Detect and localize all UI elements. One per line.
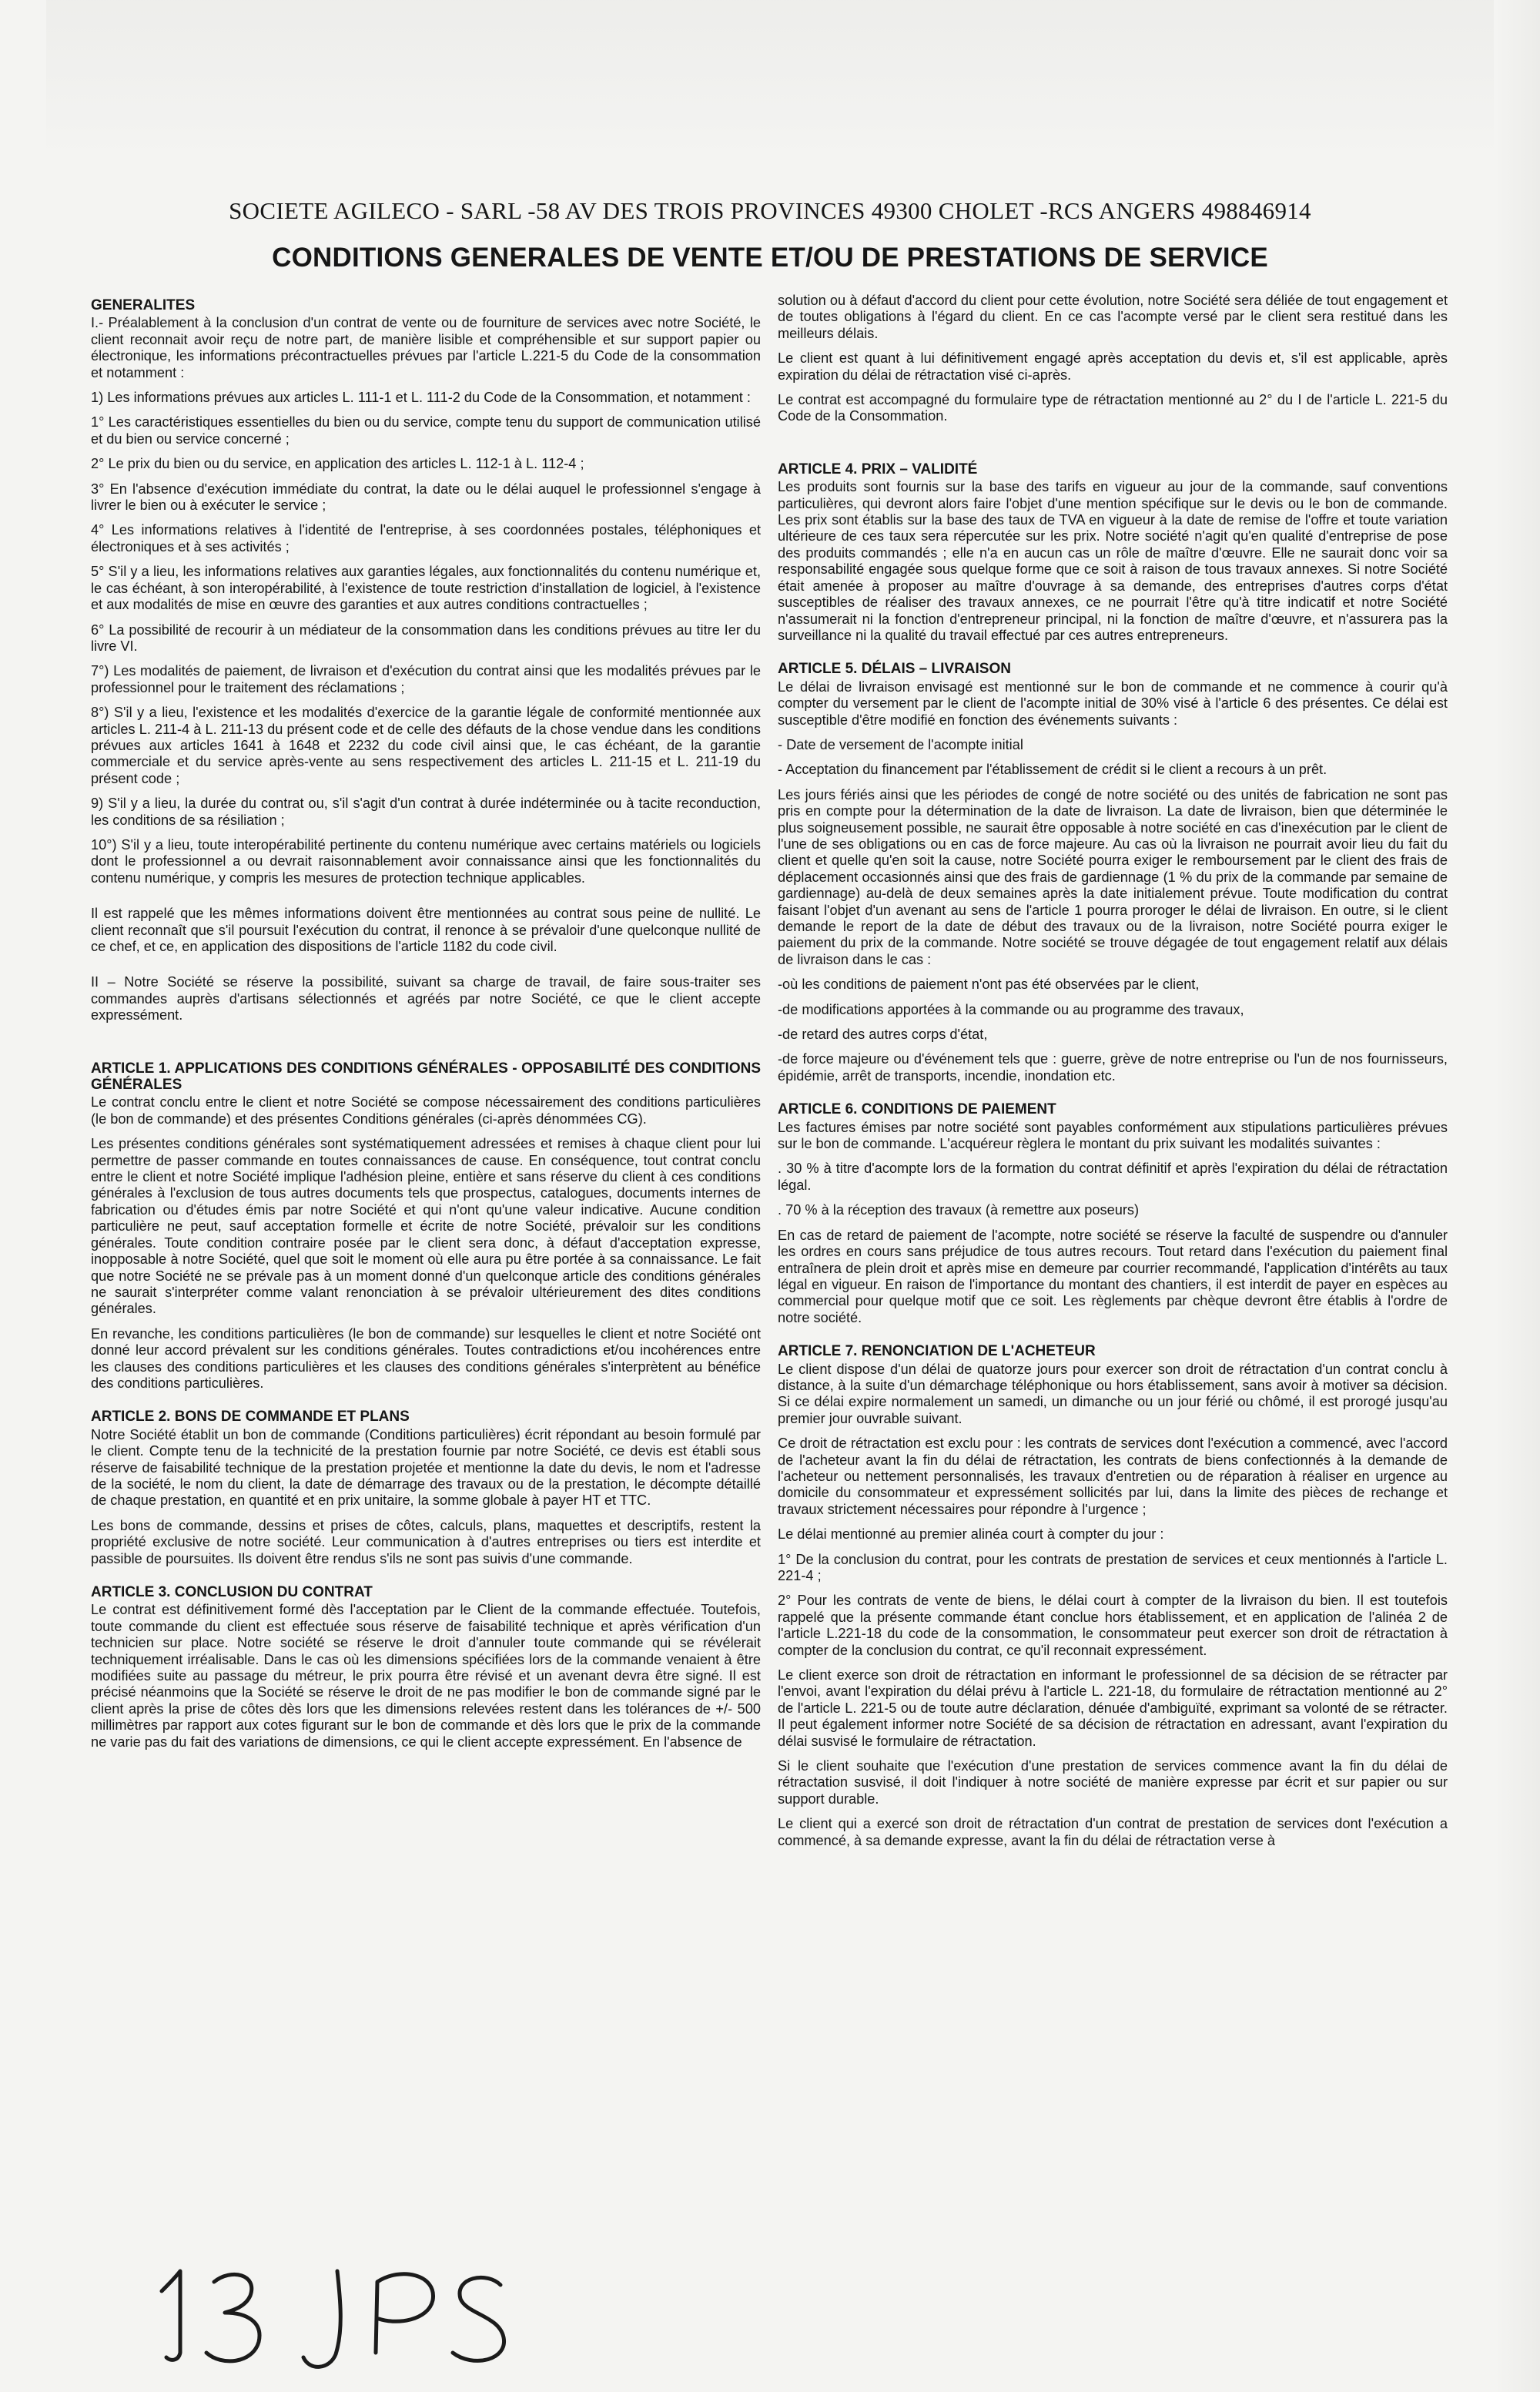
list-item: -de retard des autres corps d'état, — [778, 1027, 988, 1043]
document-title: CONDITIONS GENERALES DE VENTE ET/OU DE PRESTATIONS DE SERVICE — [272, 243, 1268, 273]
article-1-heading: ARTICLE 1. APPLICATIONS DES CONDITIONS GÉNÉRALES - OPPOSABILITÉ DES CONDITIONS GÉNÉRALES — [91, 1060, 761, 1094]
paragraph: Le client exerce son droit de rétractation en informant le professionnel de sa décision de se rétracter par l'envoi, avant l'expiration du délai prévu à l'article L. 221-18, du formulaire de rétractation mentionné au 2° de l'article L. 221-5 ou de toute autre déclaration, dénuée d'ambiguïté, exprimant sa volonté de se rétracter. Il peut également informer notre Société de sa décision de rétractation en adressant, avant l'expiration du délai susvisé le formulaire de rétractation. — [778, 1667, 1448, 1749]
left-column — [91, 293, 761, 2218]
list-item: -de modifications apportées à la commande ou au programme des travaux, — [778, 1001, 1244, 1017]
paragraph: En cas de retard de paiement de l'acompte, notre société se réserve la faculté de suspendre ou d'annuler les ordres en cours sans préjudice de tous autres recours. Tout retard dans l'exécution du paiement final entraînera de plein droit et après mise en demeure par courrier recommandé, l'application d'intérêts au taux légal en vigueur. En raison de l'importance du montant des chantiers, il est interdit de payer en espèces au commercial pour quelque motif que ce soit. Les règlements par chèque devront être établis à l'ordre de notre société. — [778, 1227, 1448, 1325]
scan-edge-shadow — [1494, 0, 1540, 2392]
paragraph: Les présentes conditions générales sont systématiquement adressées et remises à chaque client pour lui permettre de passer commande en toutes connaissances de cause. En conséquence, tout contrat conclu entre le client et notre Société implique l'adhésion pleine, entière et sans réserve du client à ces conditions générales à l'exclusion de tous autres documents tels que prospectus, catalogues, documents internes de fabrication ou d'études émis par notre Société et qui n'ont qu'une valeur indicative. Aucune condition particulière ne peut, sauf acceptation formelle et écrite de notre Société, prévaloir sur les conditions générales. Toute condition contraire posée par le client sera donc, à défaut d'acceptation expresse, inopposable à notre Société, quel que soit le moment où elle aura pu être portée à sa connaissance. Le fait que notre Société ne se prévale pas à un moment donné d'un quelconque article des conditions générales ne saurait s'interpréter comme valant renonciation à se prévaloir ultérieurement des dites conditions générales. — [91, 1136, 761, 1317]
article-6-heading: ARTICLE 6. CONDITIONS DE PAIEMENT — [778, 1101, 1056, 1118]
paragraph: II – Notre Société se réserve la possibilité, suivant sa charge de travail, de faire sous-traiter ses commandes auprès d'artisans sélectionnés et agréés par notre Société, ce que le client accepte expressément. — [91, 974, 761, 1023]
article-2-heading: ARTICLE 2. BONS DE COMMANDE ET PLANS — [91, 1409, 410, 1425]
list-item: . 30 % à titre d'acompte lors de la formation du contrat définitif et après l'expiration du délai de rétractation légal. — [778, 1161, 1448, 1193]
right-column — [778, 293, 1448, 2218]
list-item: 9) S'il y a lieu, la durée du contrat ou, s'il s'agit d'un contrat à durée indéterminée ou à tacite reconduction, les conditions de sa résiliation ; — [91, 796, 761, 828]
paragraph: Les bons de commande, dessins et prises de côtes, calculs, plans, maquettes et descriptifs, restent la propriété exclusive de notre société. Leur communication à d'autres entreprises ou tiers est interdite et passible de poursuites. Ils doivent être rendus s'ils ne sont pas suivis d'une commande. — [91, 1517, 761, 1566]
list-item: - Date de versement de l'acompte initial — [778, 736, 1023, 752]
list-item: 3° En l'absence d'exécution immédiate du contrat, la date ou le délai auquel le professionnel s'engage à livrer le bien ou à exécuter le service ; — [91, 481, 761, 514]
paragraph: Le contrat est accompagné du formulaire type de rétractation mentionné au 2° du I de l'article L. 221-5 du Code de la Consommation. — [778, 392, 1448, 424]
article-4-heading: ARTICLE 4. PRIX – VALIDITÉ — [778, 461, 978, 477]
list-item: 2° Pour les contrats de vente de biens, le délai court à compter de la livraison du bien. Il est toutefois rappelé que la présente commande étant conclue hors établissement, et en application de l'alinéa 2 de l'article L.221-18 du code de la consommation, le consommateur peut exercer son droit de rétractation à compter de la conclusion du contrat, ce qu'il reconnait expressément. — [778, 1593, 1448, 1658]
paragraph: Les jours fériés ainsi que les périodes de congé de notre société ou des unités de fabrication ne sont pas pris en compte pour la détermination de la date de livraison. La date de livraison, bien que déterminée le plus soigneusement possible, ne saurait être opposable à notre société en cas d'inexécution par le client de l'une de ses obligations ou en cas de force majeure. Au cas où la livraison ne pourrait avoir lieu du fait du client et quelle qu'en soit la cause, notre Société pourra exiger le remboursement par le client des frais de déplacement occasionnés ainsi que des frais de gardiennage (1 % du prix de la commande par semaine de gardiennage) au-delà de deux semaines après la date initialement prévue. Toute modification du contrat faisant l'objet d'un avenant au sens de l'article 1 pourra proroger le délai de livraison. En outre, si le client demande le report de la date de début des travaux ou de la livraison, notre Société pourra exiger le paiement du prix de la commande. Notre société se trouve dégagée de tout engagement relatif aux délais de livraison dans le cas : — [778, 786, 1448, 967]
paragraph: Le client dispose d'un délai de quatorze jours pour exercer son droit de rétractation d'un contrat conclu à distance, à la suite d'un démarchage téléphonique ou hors établissement, sans avoir à motiver sa décision. Si ce délai expire normalement un samedi, un dimanche ou un jour férié ou chômé, il est prorogé jusqu'au premier jour ouvrable suivant. — [778, 1361, 1448, 1426]
article-3-heading: ARTICLE 3. CONCLUSION DU CONTRAT — [91, 1584, 373, 1600]
list-item: - Acceptation du financement par l'établissement de crédit si le client a recours à un prêt. — [778, 762, 1327, 778]
paragraph: Le délai mentionné au premier alinéa court à compter du jour : — [778, 1526, 1164, 1543]
list-item: 2° Le prix du bien ou du service, en application des articles L. 112-1 à L. 112-4 ; — [91, 456, 584, 472]
list-item: 5° S'il y a lieu, les informations relatives aux garanties légales, aux fonctionnalités du contenu numérique et, le cas échéant, à son interopérabilité, à l'existence de toute restriction d'installation de logiciel, à l'existence et aux modalités de mise en œuvre des garanties et aux autres conditions contractuelles ; — [91, 564, 761, 613]
paragraph: Si le client souhaite que l'exécution d'une prestation de services commence avant la fin du délai de rétractation susvisé, il doit l'indiquer à notre société de manière expresse par écrit et sur papier ou sur support durable. — [778, 1758, 1448, 1807]
list-item: 4° Les informations relatives à l'identité de l'entreprise, à ses coordonnées postales, téléphoniques et électroniques et à ses activités ; — [91, 522, 761, 554]
company-header: SOCIETE AGILECO - SARL -58 AV DES TROIS PROVINCES 49300 CHOLET -RCS ANGERS 498846914 — [229, 197, 1311, 224]
paragraph: solution ou à défaut d'accord du client pour cette évolution, notre Société sera déliée de tout engagement et de toutes obligations à l'égard du client. En ce cas l'acompte versé par le client sera restitué dans les meilleurs délais. — [778, 293, 1448, 341]
faded-show-through — [46, 0, 1494, 162]
paragraph: I.- Préalablement à la conclusion d'un contrat de vente ou de fourniture de services avec notre Société, le client reconnait avoir reçu de notre part, de manière lisible et compréhensible et sur support papier ou électronique, les informations précontractuelles prévues par l'article L.221-5 du Code de la consommation et notamment : — [91, 315, 761, 380]
section-heading-generalites: GENERALITES — [91, 297, 196, 313]
paragraph: Ce droit de rétractation est exclu pour : les contrats de services dont l'exécution a commencé, avec l'accord de l'acheteur avant la fin du délai de rétractation, les contrats de biens confectionnés à la demande de l'acheteur ou nettement personnalisés, les travaux d'entretien ou de réparation à réaliser en urgence au domicile du consommateur et expressément sollicités par lui, dans la limite des pièces de rechange et travaux strictement nécessaires pour répondre à l'urgence ; — [778, 1436, 1448, 1517]
paragraph: Le client est quant à lui définitivement engagé après acceptation du devis et, s'il est applicable, après expiration du délai de rétractation visé ci-après. — [778, 350, 1448, 383]
paragraph: Le client qui a exercé son droit de rétractation d'un contrat de prestation de services dont l'exécution a commencé, à sa demande expresse, avant la fin du délai de rétractation verse à — [778, 1816, 1448, 1848]
list-item: 10°) S'il y a lieu, toute interopérabilité pertinente du contenu numérique avec certains matériels ou logiciels dont le professionnel a ou devrait raisonnablement avoir connaissance ainsi que les fonctionnalités du contenu numérique, y compris les mesures de protection technique applicables. — [91, 836, 761, 886]
list-item: 1) Les informations prévues aux articles L. 111-1 et L. 111-2 du Code de la Consommation, et notamment : — [91, 390, 751, 406]
paragraph: Le contrat conclu entre le client et notre Société se compose nécessairement des conditions particulières (le bon de commande) et des présentes Conditions générales (ci-après dénommées CG). — [91, 1094, 761, 1127]
list-item: -où les conditions de paiement n'ont pas été observées par le client, — [778, 977, 1200, 993]
paragraph: Il est rappelé que les mêmes informations doivent être mentionnées au contrat sous peine de nullité. Le client reconnaît que s'il poursuit l'exécution du contrat, il renonce à se prévaloir d'une quelconque nullité de ce chef, et ce, en application des dispositions de l'article 1182 du code civil. — [91, 906, 761, 954]
list-item: 7°) Les modalités de paiement, de livraison et d'exécution du contrat ainsi que les modalités prévues par le professionnel pour le traitement des réclamations ; — [91, 663, 761, 695]
paragraph: Le contrat est définitivement formé dès l'acceptation par le Client de la commande effectuée. Toutefois, toute commande du client est effectuée sous réserve de faisabilité technique et après vérification d'un technicien sur place. Notre société se réserve le droit d'annuler toute commande qui se révélerait techniquement irréalisable. Dans le cas où les dimensions spécifiées lors de la commande venaient à être modifiées suite au passage du métreur, le prix pourra être révisé et un avenant devra être signé. Il est précisé néanmoins que la Société se réserve le droit de ne pas modifier le bon de commande signé par le client après la prise de côtes dès lors que les dimensions relevées restent dans les tolérances de +/- 500 millimètres par rapport aux cotes figurant sur le bon de commande et dès lors que le prix de la commande ne varie pas du fait des variations de dimensions, ce qui le client accepte expressément. En l'absence de — [91, 1602, 761, 1750]
list-item: -de force majeure ou d'événement tels que : guerre, grève de notre entreprise ou l'un de nos fournisseurs, épidémie, arrêt de transports, incendie, inondation etc. — [778, 1051, 1448, 1084]
article-7-heading: ARTICLE 7. RENONCIATION DE L'ACHETEUR — [778, 1343, 1096, 1360]
handwritten-initials — [131, 2237, 562, 2384]
paragraph: Les factures émises par notre société sont payables conformément aux stipulations particulières prévues sur le bon de commande. L'acquéreur règlera le montant du prix suivant les modalités suivantes : — [778, 1119, 1448, 1152]
paragraph: En revanche, les conditions particulières (le bon de commande) sur lesquelles le client et notre Société ont donné leur accord prévalent sur les conditions générales. Toutes contradictions et/ou incohérences entre les clauses des conditions particulières et les clauses des conditions générales s'interprètent au bénéfice des conditions particulières. — [91, 1325, 761, 1391]
list-item: 6° La possibilité de recourir à un médiateur de la consommation dans les conditions prévues au titre Ier du livre VI. — [91, 621, 761, 654]
article-5-heading: ARTICLE 5. DÉLAIS – LIVRAISON — [778, 661, 1011, 678]
list-item: 1° De la conclusion du contrat, pour les contrats de prestation de services et ceux mentionnés à l'article L. 221-4 ; — [778, 1551, 1448, 1583]
paragraph: Les produits sont fournis sur la base des tarifs en vigueur au jour de la commande, sauf conventions particulières, qui devront alors faire l'objet d'une mention spécifique sur le devis ou le bon de commande. Les prix sont établis sur la base des taux de TVA en vigueur à la date de remise de l'offre et toute variation ultérieure de ces taux sera répercutée sur les prix. Notre société n'agit qu'en qualité d'entreprise de pose des produits commandés ; elle n'a en aucun cas un rôle de maître d'œuvre. Elle ne saurait donc voir sa responsabilité engagée sous quelque forme que ce soit à raison de tous travaux annexes. Si notre Société était amenée à proposer au maître d'ouvrage à sa demande, des entreprises d'autres corps d'état susceptibles de réaliser des travaux annexes, ce ne pourrait l'être qu'à titre indicatif et notre Société n'assumerait ni la fonction d'entrepreneur principal, ni la fonction de maître d'œuvre, et n'assurera pas la surveillance ni la qualité du travail effectué par ces autres entrepreneurs. — [778, 479, 1448, 643]
list-item: 1° Les caractéristiques essentielles du bien ou du service, compte tenu du support de communication utilisé et du bien ou service concerné ; — [91, 414, 761, 447]
list-item: . 70 % à la réception des travaux (à remettre aux poseurs) — [778, 1202, 1140, 1218]
paragraph: Notre Société établit un bon de commande (Conditions particulières) écrit répondant au besoin formulé par le client. Compte tenu de la technicité de la prestation fournie par notre Société, ce devis est établi sous réserve de faisabilité technique de la prestation projetée et mentionne la date du devis, le nom et l'adresse de la société, le nom du client, la date de démarrage des travaux ou de la prestation, le décompte détaillé de chaque prestation, en quantité et en prix unitaire, la somme globale à payer HT et TTC. — [91, 1426, 761, 1509]
paragraph: Le délai de livraison envisagé est mentionné sur le bon de commande et ne commence à courir qu'à compter du versement par le client de l'acompte initial de 30% visé à l'article 6 des présentes. Ce délai est susceptible d'être modifié en fonction des événements suivants : — [778, 678, 1448, 728]
list-item: 8°) S'il y a lieu, l'existence et les modalités d'exercice de la garantie légale de conformité mentionnée aux articles L. 211-4 à L. 211-13 du présent code et de celle des défauts de la chose vendue dans les conditions prévues aux articles 1641 à 1648 et 2232 du code civil ainsi que, le cas échéant, de la garantie commerciale et du service après-vente au sens respectivement des articles L. 211-15 et L. 211-19 du présent code ; — [91, 705, 761, 786]
